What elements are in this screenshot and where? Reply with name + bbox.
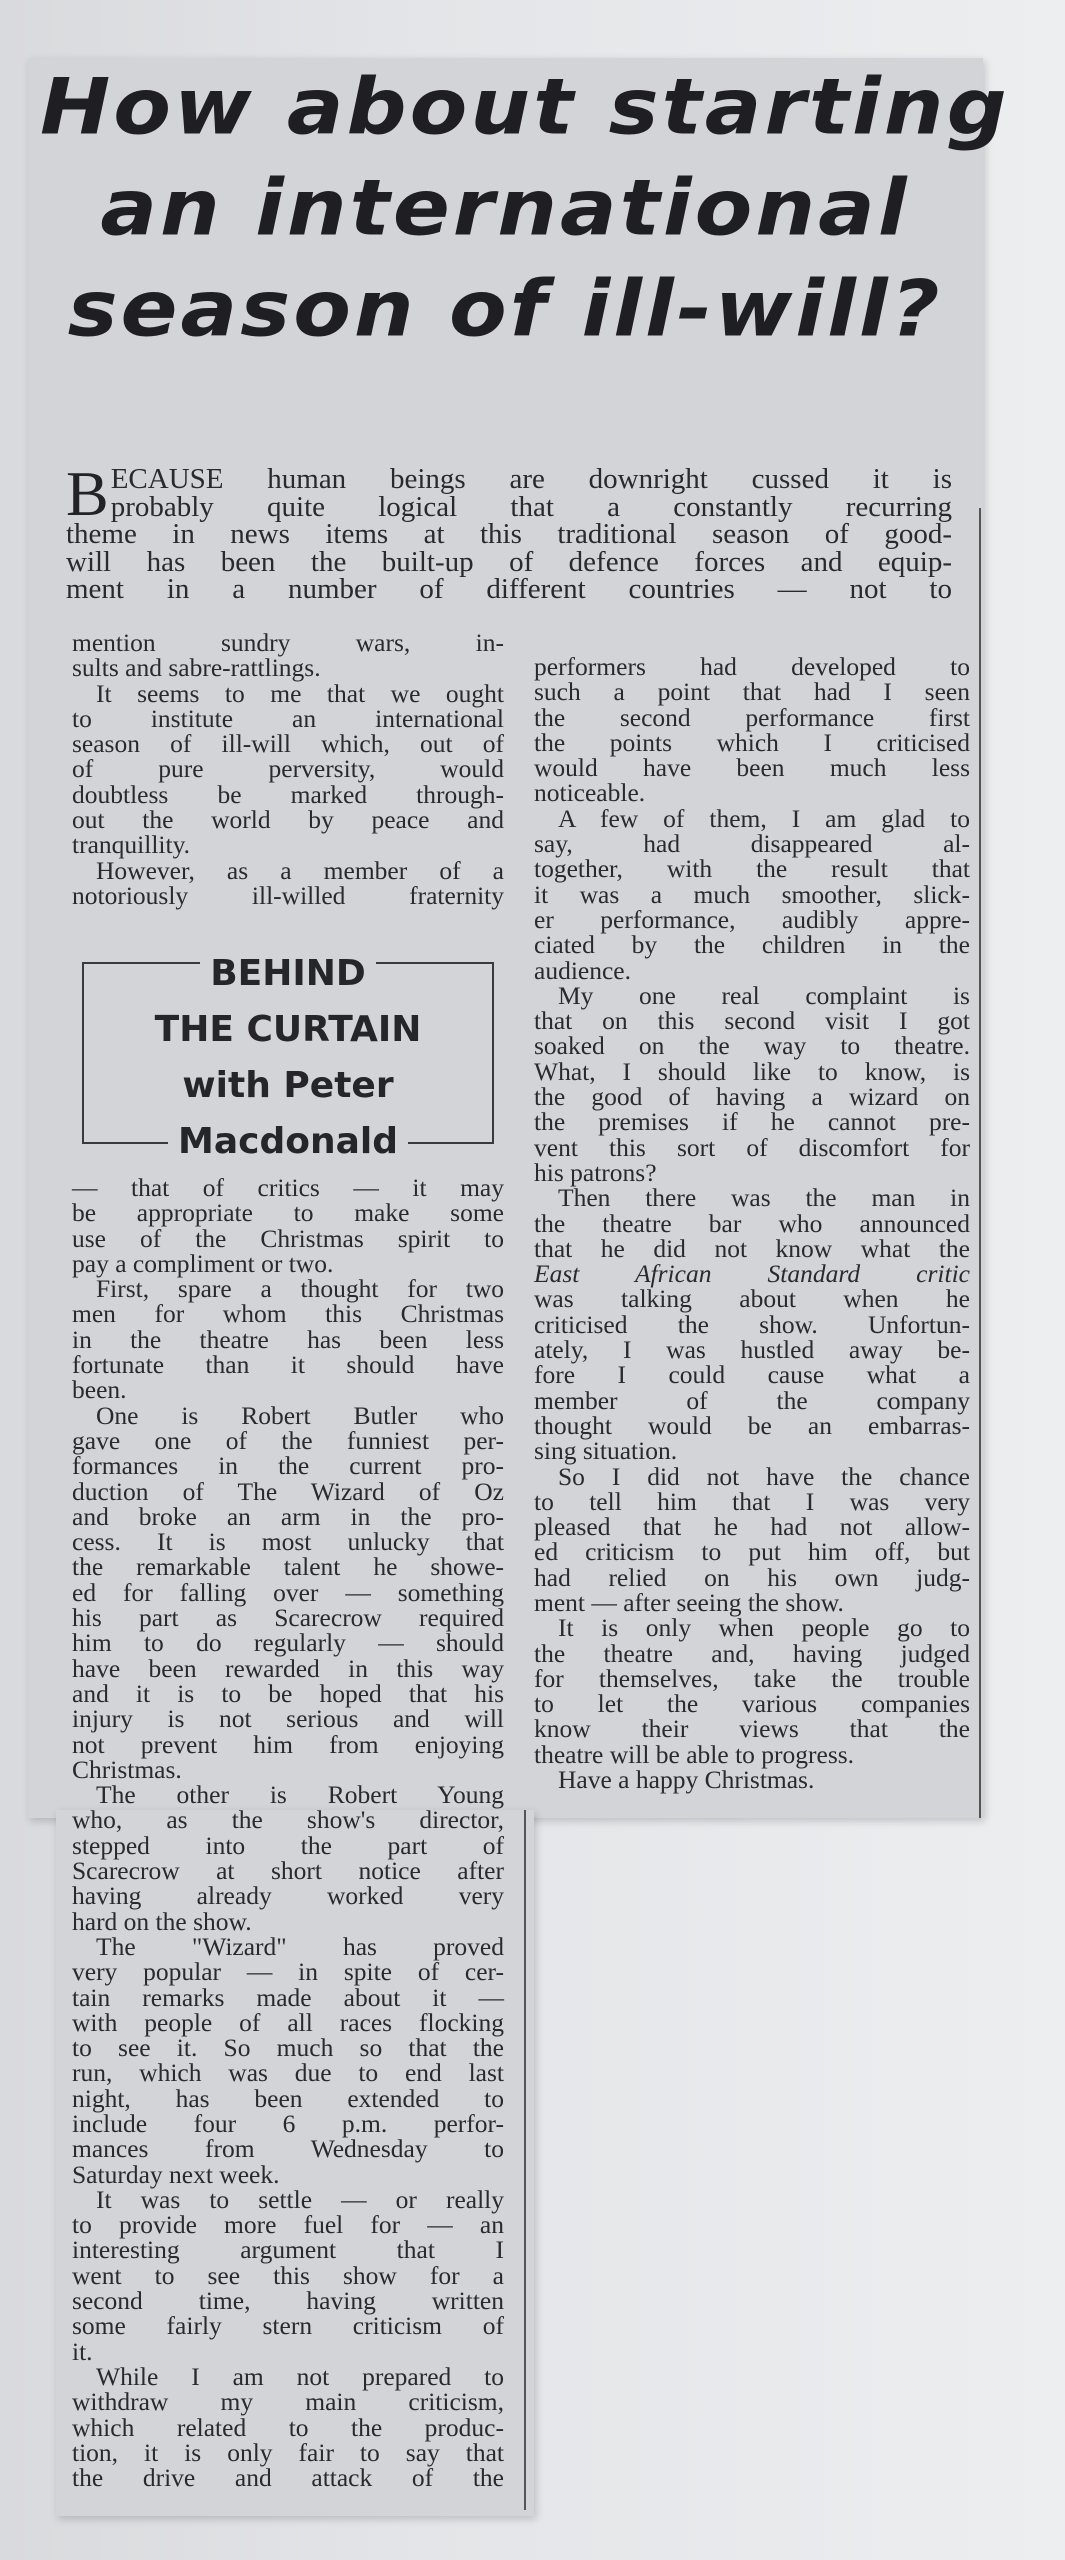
text-line: the theatre and, having judged — [534, 1638, 970, 1668]
lead-paragraph — [66, 458, 952, 605]
text-line: who, as the show's director, — [72, 1805, 504, 1835]
text-line: some fairly stern criticism of — [72, 2311, 504, 2341]
text-line: together, with the result that — [534, 854, 970, 884]
byline-line-4: Macdonald — [168, 1114, 408, 1170]
text-line: theatre will be able to progress. — [534, 1739, 855, 1769]
text-line: injury is not serious and will — [72, 1704, 504, 1734]
text-line: second time, having written — [72, 2286, 504, 2316]
text-line: Have a happy Christmas. — [558, 1765, 815, 1795]
text-line: pay a compliment or two. — [72, 1248, 334, 1278]
text-line: performers had developed to — [534, 652, 970, 681]
column-rule-lower — [524, 1810, 526, 2510]
text-line: Saturday next week. — [72, 2159, 280, 2189]
text-line: soaked on the way to theatre. — [534, 1031, 970, 1061]
text-line: mances from Wednesday to — [72, 2134, 504, 2164]
text-line: member of the company — [534, 1385, 970, 1415]
text-line: ciated by the children in the — [534, 930, 970, 960]
text-line: and it is to be hoped that his — [72, 1678, 504, 1708]
text-line: that he did not know what the — [534, 1233, 970, 1263]
headline-line-3: season of ill-will? — [67, 263, 943, 355]
text-line: Christmas. — [72, 1754, 182, 1784]
text-line: sults and sabre-rattlings. — [72, 653, 321, 683]
text-line: be appropriate to make some — [72, 1198, 504, 1228]
text-line: to provide more fuel for — an — [72, 2210, 504, 2240]
text-line: the theatre bar who announced — [534, 1208, 970, 1238]
lead-line: ECAUSE human beings are downright cussed it is — [110, 463, 952, 495]
text-line: — that of critics — it may — [72, 1173, 504, 1202]
text-line: vent this sort of discomfort for — [534, 1132, 970, 1162]
lead-line: theme in news items at this traditional season of good- — [66, 518, 952, 550]
drop-cap: B — [66, 458, 109, 529]
left-column-top — [72, 630, 504, 908]
text-line: fore I could cause what a — [534, 1360, 970, 1390]
text-line: the drive and attack of the — [72, 2463, 504, 2493]
headline — [40, 56, 1010, 360]
text-line: having already worked very — [72, 1881, 504, 1911]
text-line: for themselves, take the trouble — [534, 1663, 970, 1693]
text-line: It seems to me that we ought — [96, 678, 504, 708]
text-line: withdraw my main criticism, — [72, 2387, 504, 2417]
text-line: A few of them, I am glad to — [558, 803, 970, 833]
text-line: the remarkable talent he showe- — [72, 1552, 504, 1582]
text-line: Scarecrow at short notice after — [72, 1856, 504, 1886]
text-line: fortunate than it should have — [72, 1350, 504, 1380]
text-line: doubtless be marked through- — [72, 779, 504, 809]
text-line: notoriously ill-willed fraternity — [72, 880, 504, 910]
text-line: formances in the current pro- — [72, 1451, 504, 1481]
text-line: pleased that he had not allow- — [534, 1512, 970, 1542]
text-line: season of ill-will which, out of — [72, 729, 504, 759]
text-line: One is Robert Butler who — [96, 1400, 504, 1430]
text-line: the points which I criticised — [534, 727, 970, 757]
text-line: went to see this show for a — [72, 2260, 504, 2290]
text-line: hard on the show. — [72, 1906, 252, 1936]
text-line: tranquillity. — [72, 830, 191, 860]
text-line: cess. It is most unlucky that — [72, 1527, 504, 1557]
text-line: ately, I was hustled away be- — [534, 1335, 970, 1365]
text-line: ed for falling over — something — [72, 1577, 504, 1607]
text-line: the premises if he cannot pre- — [534, 1107, 970, 1137]
text-line: have been rewarded in this way — [72, 1653, 504, 1683]
text-line: mention sundry wars, in- — [72, 628, 504, 657]
text-line: use of the Christmas spirit to — [72, 1223, 504, 1253]
lead-line: probably quite logical that a constantly recurring — [110, 490, 952, 523]
text-line: Then there was the man in — [558, 1183, 970, 1213]
text-line: his patrons? — [534, 1157, 657, 1187]
text-line: sing situation. — [534, 1436, 678, 1466]
text-line: very popular — in spite of cer- — [72, 1957, 504, 1987]
text-line: to see it. So much so that the — [72, 2033, 504, 2063]
text-line: My one real complaint is — [558, 980, 970, 1010]
text-line: been. — [72, 1375, 127, 1405]
text-line: of pure perversity, would — [72, 754, 504, 784]
right-column — [534, 652, 970, 1795]
left-column-bottom — [72, 1173, 504, 2493]
lead-line: will has been the built-up of defence forces and equip- — [66, 545, 952, 578]
text-line: with people of all races flocking — [72, 2007, 504, 2037]
text-line: him to do regularly — should — [72, 1628, 504, 1658]
headline-line-1: How about starting — [40, 61, 1010, 152]
byline-line-3: with Peter — [172, 1058, 403, 1114]
text-line: night, has been extended to — [72, 2083, 504, 2113]
text-line: The other is Robert Young — [96, 1780, 504, 1810]
text-line: gave one of the funniest per- — [72, 1425, 504, 1455]
text-line: had relied on his own judg- — [534, 1562, 970, 1592]
text-line: not prevent him from enjoying — [72, 1729, 504, 1759]
text-line: tion, it is only fair to say that — [72, 2437, 504, 2467]
text-line: audience. — [534, 955, 631, 985]
byline-line-2: THE CURTAIN — [145, 1002, 432, 1058]
text-line: include four 6 p.m. perfor- — [72, 2108, 504, 2138]
text-line: It is only when people go to — [558, 1613, 970, 1643]
text-line: such a point that had I seen — [534, 677, 970, 707]
text-line: ed criticism to put him off, but — [534, 1537, 970, 1567]
headline-line-2: an international — [100, 162, 910, 253]
text-line: noticeable. — [534, 778, 646, 808]
text-line: the good of having a wizard on — [534, 1082, 970, 1112]
text-line: thought would be an embarras- — [534, 1410, 970, 1440]
text-line: men for whom this Christmas — [72, 1299, 504, 1329]
text-line: the second performance first — [534, 702, 970, 732]
text-line: tain remarks made about it — — [72, 1982, 504, 2012]
text-line: East African Standard critic — [534, 1259, 970, 1289]
text-line: ment — after seeing the show. — [534, 1587, 844, 1617]
text-line: which related to the produc- — [72, 2412, 504, 2442]
text-line: While I am not prepared to — [96, 2361, 504, 2391]
text-line: So I did not have the chance — [558, 1461, 970, 1491]
lead-line: ment in a number of different countries — not to — [66, 573, 952, 605]
text-line: It was to settle — or really — [96, 2184, 504, 2214]
byline-line-1: BEHIND — [200, 946, 376, 1002]
byline — [82, 946, 494, 1170]
text-line: out the world by peace and — [72, 805, 504, 835]
text-line: know their views that the — [534, 1714, 970, 1744]
text-line: However, as a member of a — [96, 855, 504, 885]
text-line: to tell him that I was very — [534, 1486, 970, 1516]
text-line: First, spare a thought for two — [96, 1274, 504, 1304]
text-line: duction of The Wizard of Oz — [72, 1476, 504, 1506]
text-line: his part as Scarecrow required — [72, 1603, 504, 1633]
text-line: er performance, audibly appre- — [534, 904, 970, 934]
text-line: and broke an arm in the pro- — [72, 1501, 504, 1531]
text-line: run, which was due to end last — [72, 2058, 504, 2088]
text-line: would have been much less — [534, 753, 970, 783]
text-line: that on this second visit I got — [534, 1006, 970, 1036]
text-line: interesting argument that I — [72, 2235, 504, 2265]
text-line: it was a much smoother, slick- — [534, 879, 970, 909]
text-line: say, had disappeared al- — [534, 829, 970, 859]
text-line: in the theatre has been less — [72, 1324, 504, 1354]
text-line: it. — [72, 2336, 93, 2366]
text-line: stepped into the part of — [72, 1830, 504, 1860]
text-line: The "Wizard" has proved — [96, 1931, 504, 1961]
text-line: to let the various companies — [534, 1689, 970, 1719]
text-line: was talking about when he — [534, 1284, 970, 1314]
column-rule-right — [979, 508, 981, 1818]
text-line: criticised the show. Unfortun- — [534, 1309, 970, 1339]
text-line: to institute an international — [72, 703, 504, 733]
text-line: What, I should like to know, is — [534, 1056, 970, 1086]
